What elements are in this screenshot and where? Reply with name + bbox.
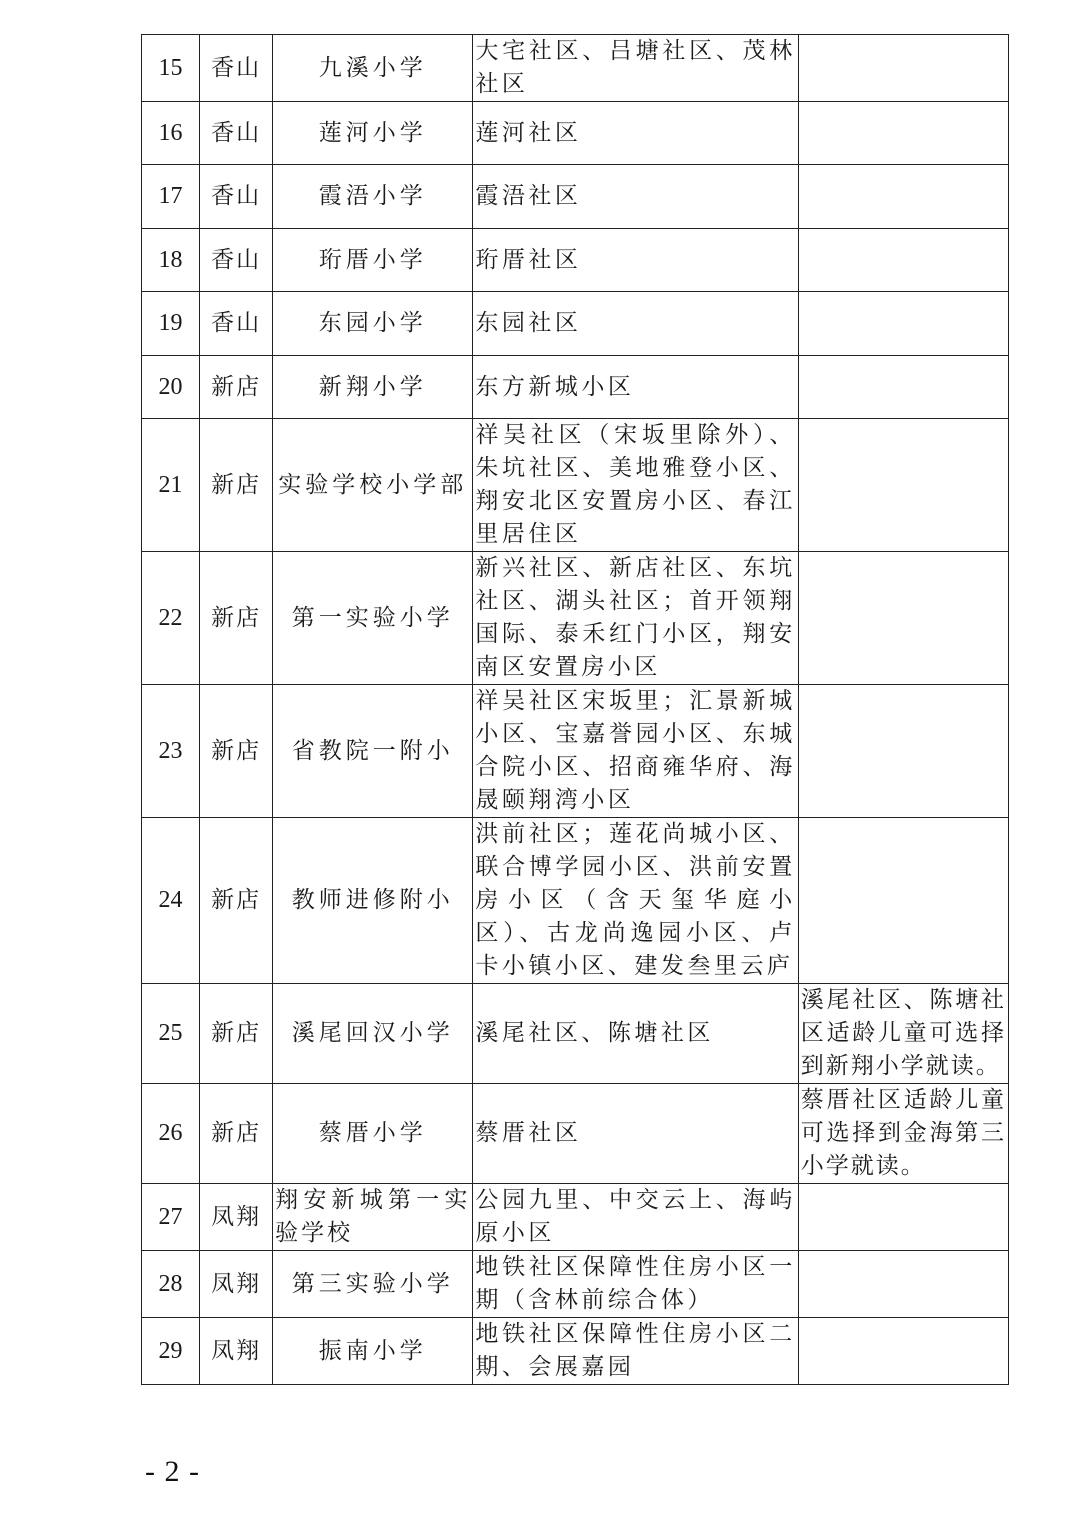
enrollment-area: 东方新城小区 (473, 356, 798, 419)
town-name: 新店 (200, 552, 273, 685)
enrollment-area: 溪尾社区、陈塘社区 (473, 984, 798, 1084)
school-name: 霞浯小学 (273, 165, 473, 229)
school-name: 第一实验小学 (273, 552, 473, 685)
row-number: 16 (142, 102, 200, 165)
town-name: 新店 (200, 356, 273, 419)
remarks: 溪尾社区、陈塘社区适龄儿童可选择到新翔小学就读。 (798, 984, 1008, 1084)
remarks (798, 552, 1008, 685)
town-name: 新店 (200, 984, 273, 1084)
school-name: 新翔小学 (273, 356, 473, 419)
enrollment-area: 公园九里、中交云上、海屿原小区 (473, 1184, 798, 1251)
row-number: 20 (142, 356, 200, 419)
remarks (798, 165, 1008, 229)
town-name: 新店 (200, 818, 273, 984)
row-number: 18 (142, 229, 200, 292)
row-number: 27 (142, 1184, 200, 1251)
town-name: 香山 (200, 229, 273, 292)
table-row (142, 552, 1009, 685)
enrollment-area: 霞浯社区 (473, 165, 798, 229)
enrollment-area: 洪前社区；莲花尚城小区、联合博学园小区、洪前安置房小区（含天玺华庭小区）、古龙尚逸园小区、卢卡小镇小区、建发叁里云庐 (473, 818, 798, 984)
town-name: 凤翔 (200, 1184, 273, 1251)
school-name: 珩厝小学 (273, 229, 473, 292)
remarks (798, 818, 1008, 984)
enrollment-area: 祥吴社区宋坂里；汇景新城小区、宝嘉誉园小区、东城合院小区、招商雍华府、海晟颐翔湾小区 (473, 685, 798, 818)
row-number: 28 (142, 1251, 200, 1318)
town-name: 凤翔 (200, 1251, 273, 1318)
table-row (142, 35, 1009, 102)
enrollment-district-table (141, 34, 1009, 1385)
table-row (142, 419, 1009, 552)
table-row (142, 356, 1009, 419)
remarks (798, 419, 1008, 552)
town-name: 凤翔 (200, 1318, 273, 1385)
enrollment-area: 珩厝社区 (473, 229, 798, 292)
enrollment-area: 东园社区 (473, 292, 798, 356)
remarks (798, 1184, 1008, 1251)
enrollment-area: 地铁社区保障性住房小区二期、会展嘉园 (473, 1318, 798, 1385)
table-row (142, 102, 1009, 165)
school-name: 九溪小学 (273, 35, 473, 102)
school-name: 蔡厝小学 (273, 1084, 473, 1184)
town-name: 新店 (200, 419, 273, 552)
row-number: 25 (142, 984, 200, 1084)
table-row (142, 165, 1009, 229)
row-number: 17 (142, 165, 200, 229)
page-number: - 2 - (145, 1455, 200, 1488)
school-name: 实验学校小学部 (273, 419, 473, 552)
row-number: 19 (142, 292, 200, 356)
school-name: 第三实验小学 (273, 1251, 473, 1318)
remarks (798, 1318, 1008, 1385)
row-number: 23 (142, 685, 200, 818)
row-number: 22 (142, 552, 200, 685)
table-row (142, 1184, 1009, 1251)
school-name: 溪尾回汉小学 (273, 984, 473, 1084)
row-number: 21 (142, 419, 200, 552)
school-name: 东园小学 (273, 292, 473, 356)
row-number: 24 (142, 818, 200, 984)
remarks (798, 292, 1008, 356)
enrollment-area: 大宅社区、吕塘社区、茂林社区 (473, 35, 798, 102)
remarks (798, 356, 1008, 419)
town-name: 香山 (200, 102, 273, 165)
town-name: 香山 (200, 165, 273, 229)
enrollment-area: 祥吴社区（宋坂里除外）、朱坑社区、美地雅登小区、翔安北区安置房小区、春江里居住区 (473, 419, 798, 552)
table-row (142, 1251, 1009, 1318)
school-name: 翔安新城第一实验学校 (273, 1184, 473, 1251)
table-row (142, 685, 1009, 818)
school-name: 莲河小学 (273, 102, 473, 165)
town-name: 新店 (200, 1084, 273, 1184)
town-name: 新店 (200, 685, 273, 818)
remarks (798, 35, 1008, 102)
enrollment-area: 地铁社区保障性住房小区一期（含林前综合体） (473, 1251, 798, 1318)
table-row (142, 229, 1009, 292)
table-row (142, 984, 1009, 1084)
remarks (798, 229, 1008, 292)
remarks (798, 685, 1008, 818)
school-name: 教师进修附小 (273, 818, 473, 984)
remarks: 蔡厝社区适龄儿童可选择到金海第三小学就读。 (798, 1084, 1008, 1184)
row-number: 26 (142, 1084, 200, 1184)
enrollment-area: 新兴社区、新店社区、东坑社区、湖头社区；首开领翔国际、泰禾红门小区，翔安南区安置房小区 (473, 552, 798, 685)
table-row (142, 292, 1009, 356)
remarks (798, 102, 1008, 165)
row-number: 29 (142, 1318, 200, 1385)
enrollment-area: 蔡厝社区 (473, 1084, 798, 1184)
row-number: 15 (142, 35, 200, 102)
table-row (142, 818, 1009, 984)
remarks (798, 1251, 1008, 1318)
table-row (142, 1318, 1009, 1385)
school-name: 振南小学 (273, 1318, 473, 1385)
school-name: 省教院一附小 (273, 685, 473, 818)
enrollment-area: 莲河社区 (473, 102, 798, 165)
town-name: 香山 (200, 35, 273, 102)
town-name: 香山 (200, 292, 273, 356)
table-row (142, 1084, 1009, 1184)
